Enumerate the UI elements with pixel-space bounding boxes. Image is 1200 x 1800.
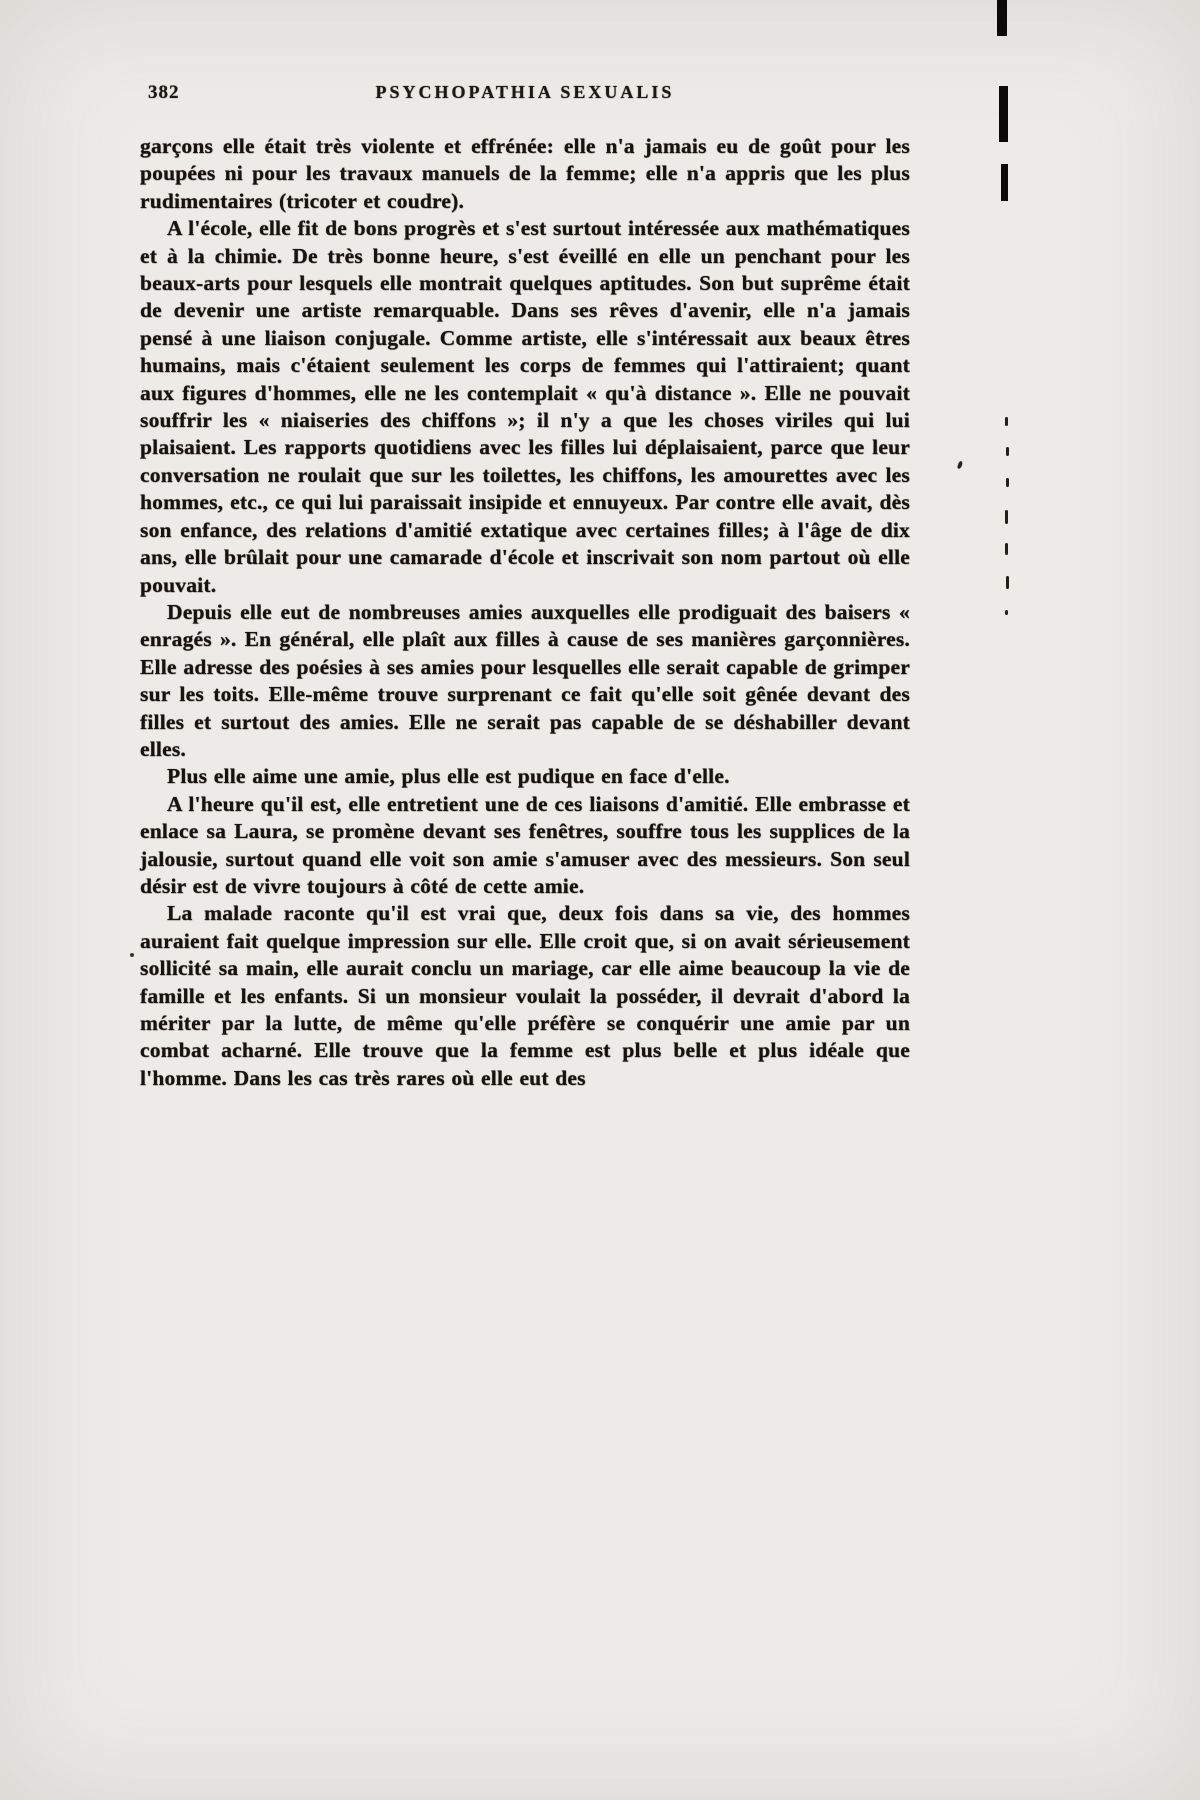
scan-artifact-bar [999,86,1008,142]
page-number: 382 [148,82,180,103]
paragraph: Plus elle aime une amie, plus elle est pudique en face d'elle. [167,764,730,789]
scan-artifact-speck [957,461,963,470]
scan-artifact-tick [1006,478,1009,487]
paragraph: A l'école, elle fit de bons progrès et s'est surtout intéressée aux mathématiques et à la chimie. De très bonne heure, s'est éveillé en elle un penchant pour les beaux-arts pour lesquels elle montrait quelques aptitudes. Son but suprême était de devenir une artiste remarquable. Dans ses rêves d'avenir, elle n'a jamais pensé à une liaison conjugale. Comme artiste, elle s'intéressait aux beaux êtres humains, mais c'étaient seulement les corps de femmes qui l'attiraient; quant aux figures d'hommes, elle ne les contemplait « qu'à distance ». Elle ne pouvait souffrir les « niaiseries des chiffons »; il n'y a que les choses viriles qui lui plaisaient. Les rapports quotidiens avec les filles lui déplaisaient, parce que leur conversation ne roulait que sur les toilettes, les chiffons, les amourettes avec les hommes, etc., ce qui lui paraissait insipide et ennuyeux. Par contre elle avait, dès son enfance, des relations d'amitié extatique avec certaines filles; à l'âge de dix ans, elle brûlait pour une camarade d'école et inscrivait son nom partout où elle pouvait. [140,216,910,597]
scan-artifact-speck [130,953,134,957]
paragraph: La malade raconte qu'il est vrai que, deux fois dans sa vie, des hommes auraient fait quelque impression sur elle. Elle croit que, si on avait sérieusement sollicité sa main, elle aurait conclu un mariage, car elle aime beaucoup la vie de famille et les enfants. Si un monsieur voulait la posséder, il devrait d'abord la mériter par la lutte, de même qu'elle préfère se conquérir une amie par un combat acharné. Elle trouve que la femme est plus belle et plus idéale que l'homme. Dans les cas très rares où elle eut des [140,901,910,1090]
paragraph: A l'heure qu'il est, elle entretient une de ces liaisons d'amitié. Elle embrasse et enlace sa Laura, se promène devant ses fenêtres, souffre tous les supplices de la jalousie, surtout quand elle voit son amie s'amuser avec des messieurs. Son seul désir est de vivre toujours à côté de cette amie. [140,791,910,898]
scan-artifact-tick [1005,417,1008,426]
paragraph: garçons elle était très violente et effrénée: elle n'a jamais eu de goût pour les poupées ni pour les travaux manuels de la femme; elle n'a appris que les plus rudimentaires (tricoter et coudre). [140,134,910,213]
scan-artifact-bar [997,0,1007,36]
page-body [140,133,910,1092]
page-header [140,82,910,110]
scan-artifact-tick [1005,610,1008,615]
scan-artifact-tick [1005,510,1008,524]
scan-artifact-tick [1005,543,1008,555]
paragraph: Depuis elle eut de nombreuses amies auxquelles elle prodiguait des baisers « enragés ». En général, elle plaît aux filles à cause de ses manières garçonnières. Elle adresse des poésies à ses amies pour lesquelles elle serait capable de grimper sur les toits. Elle-même trouve surprenant ce fait qu'elle soit gênée devant des filles et surtout des amies. Elle ne serait pas capable de se déshabiller devant elles. [140,599,910,761]
running-title: PSYCHOPATHIA SEXUALIS [375,82,675,102]
scan-artifact-bar [1001,164,1008,201]
scan-artifact-tick [1006,576,1009,589]
scan-artifact-tick [1006,447,1009,456]
